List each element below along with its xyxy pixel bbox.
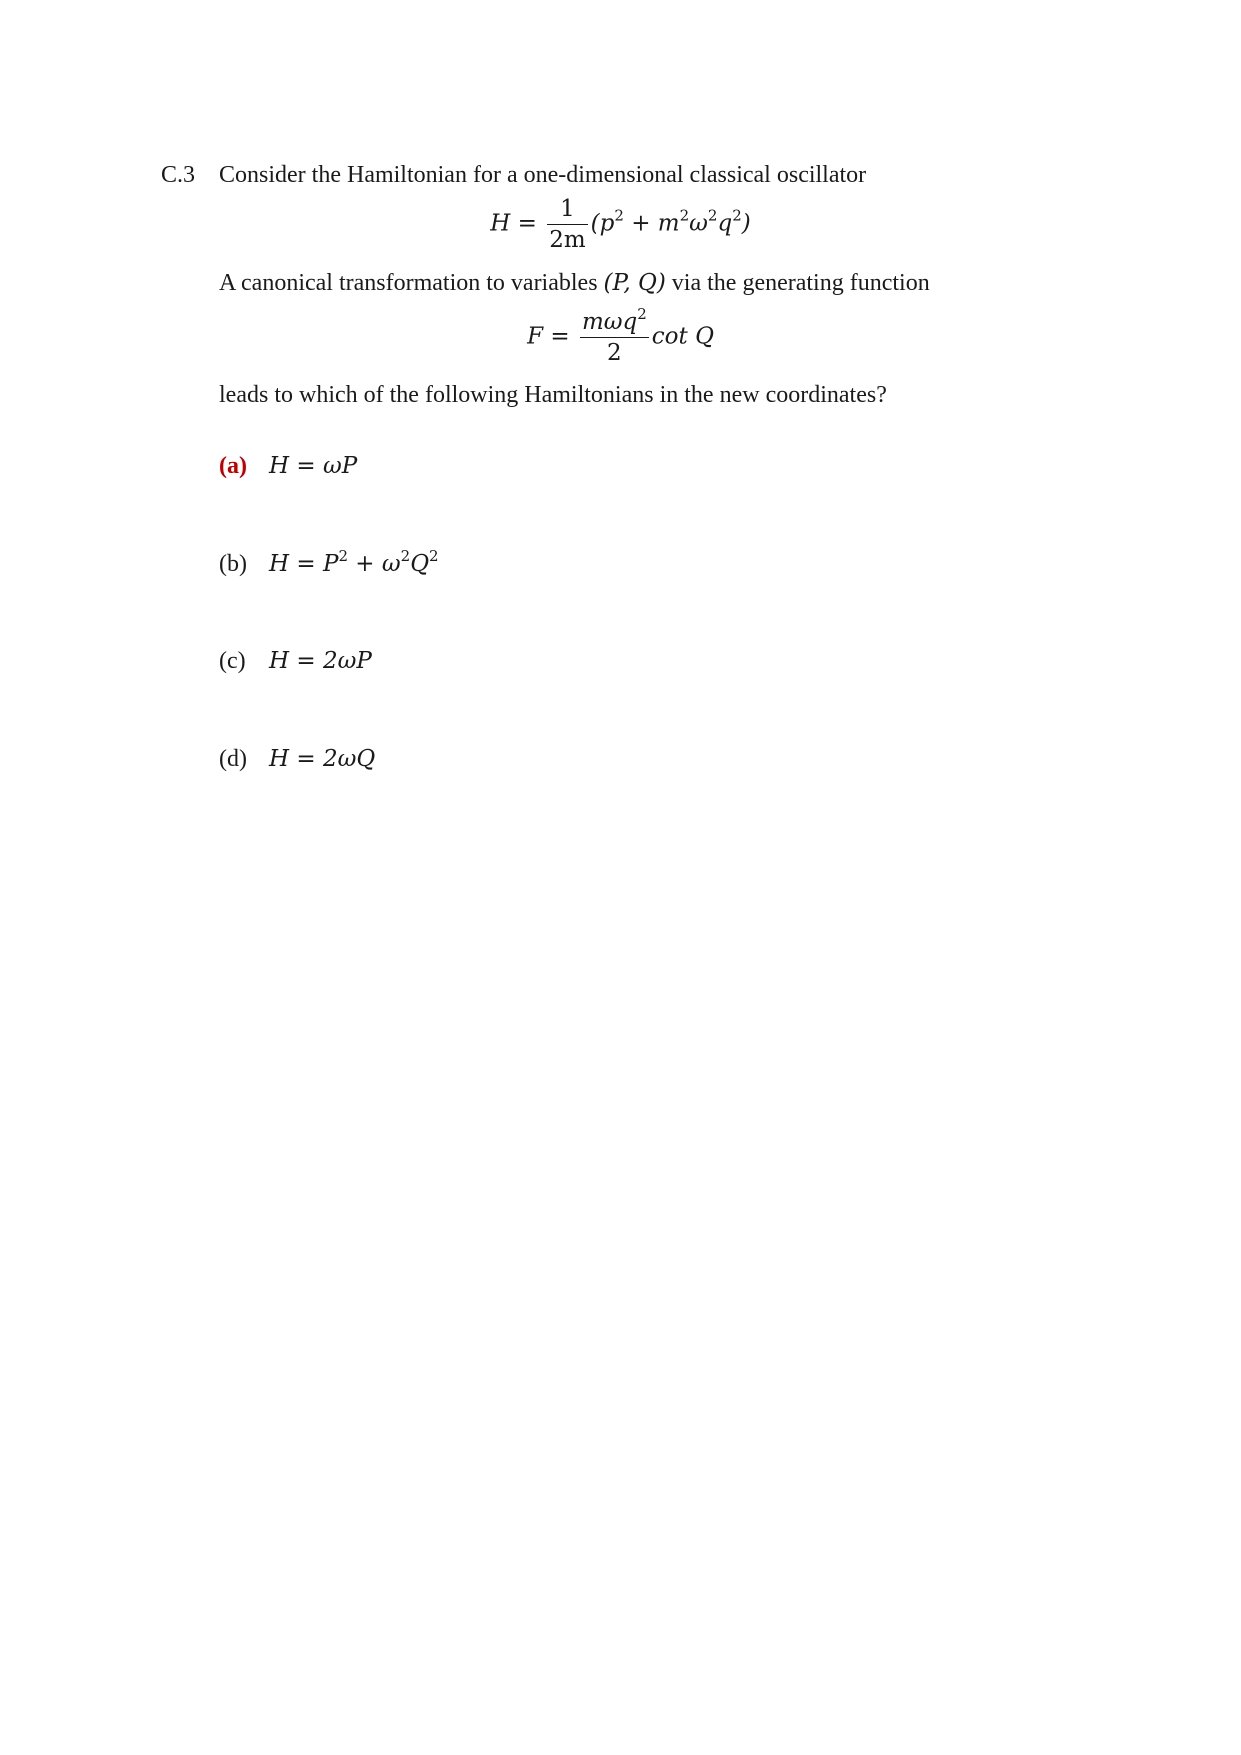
hamiltonian-exp-2: 2: [679, 206, 690, 225]
option-b-q: Q: [410, 551, 430, 577]
generating-function-num-exp: 2: [637, 305, 647, 323]
option-a-expression: H = ωP: [269, 453, 358, 479]
generating-function-frac-den: 2: [607, 340, 622, 366]
option-c-label: (c): [219, 648, 246, 674]
transform-text-before: A canonical transformation to variables: [219, 270, 604, 296]
option-d-label: (d): [219, 746, 247, 772]
generating-function-rhs: cot Q: [651, 323, 714, 350]
question-intro: Consider the Hamiltonian for a one-dimensional classical oscillator: [219, 162, 867, 188]
hamiltonian-plus-m: + m: [623, 210, 680, 237]
transform-vars: (P, Q): [603, 270, 666, 296]
transform-sentence: [219, 268, 930, 298]
hamiltonian-lhs: H =: [490, 210, 537, 237]
option-b-main: H = P: [269, 551, 339, 577]
hamiltonian-rhs-close: ): [741, 210, 751, 237]
hamiltonian-fraction: [547, 195, 587, 254]
question-number: C.3: [161, 162, 196, 188]
hamiltonian-rhs-open: (p: [590, 210, 615, 237]
option-d-expression: H = 2ωQ: [269, 746, 376, 772]
hamiltonian-exp-1: 2: [614, 206, 624, 225]
option-a: [219, 451, 357, 481]
generating-function-equation: [0, 305, 1241, 367]
hamiltonian-exp-4: 2: [732, 206, 742, 225]
option-b-exp-a: 2: [338, 547, 348, 565]
option-b-exp-c: 2: [429, 547, 439, 565]
hamiltonian-equation: [0, 195, 1241, 254]
generating-function-num-text: mωq: [581, 309, 638, 335]
generating-function-frac-num: [580, 305, 649, 338]
option-c: [219, 646, 372, 676]
option-b-exp-b: 2: [400, 547, 411, 565]
option-a-label: (a): [219, 453, 247, 479]
option-c-expression: H = 2ωP: [269, 648, 372, 674]
option-b-expression: [269, 547, 439, 577]
generating-function-fraction: [580, 305, 649, 367]
option-d: [219, 744, 375, 774]
hamiltonian-frac-num: 1: [547, 195, 587, 225]
hamiltonian-omega: ω: [689, 210, 708, 237]
generating-function-lhs: F =: [527, 323, 570, 350]
transform-text-after: via the generating function: [665, 270, 930, 296]
question-prompt: leads to which of the following Hamiltonians in the new coordinates?: [219, 382, 887, 408]
hamiltonian-q: q: [717, 210, 733, 237]
option-b-label: (b): [219, 551, 247, 577]
option-b-mid: + ω: [347, 551, 401, 577]
hamiltonian-frac-den: 2m: [549, 227, 586, 253]
hamiltonian-exp-3: 2: [707, 206, 718, 225]
option-b: [219, 549, 439, 579]
